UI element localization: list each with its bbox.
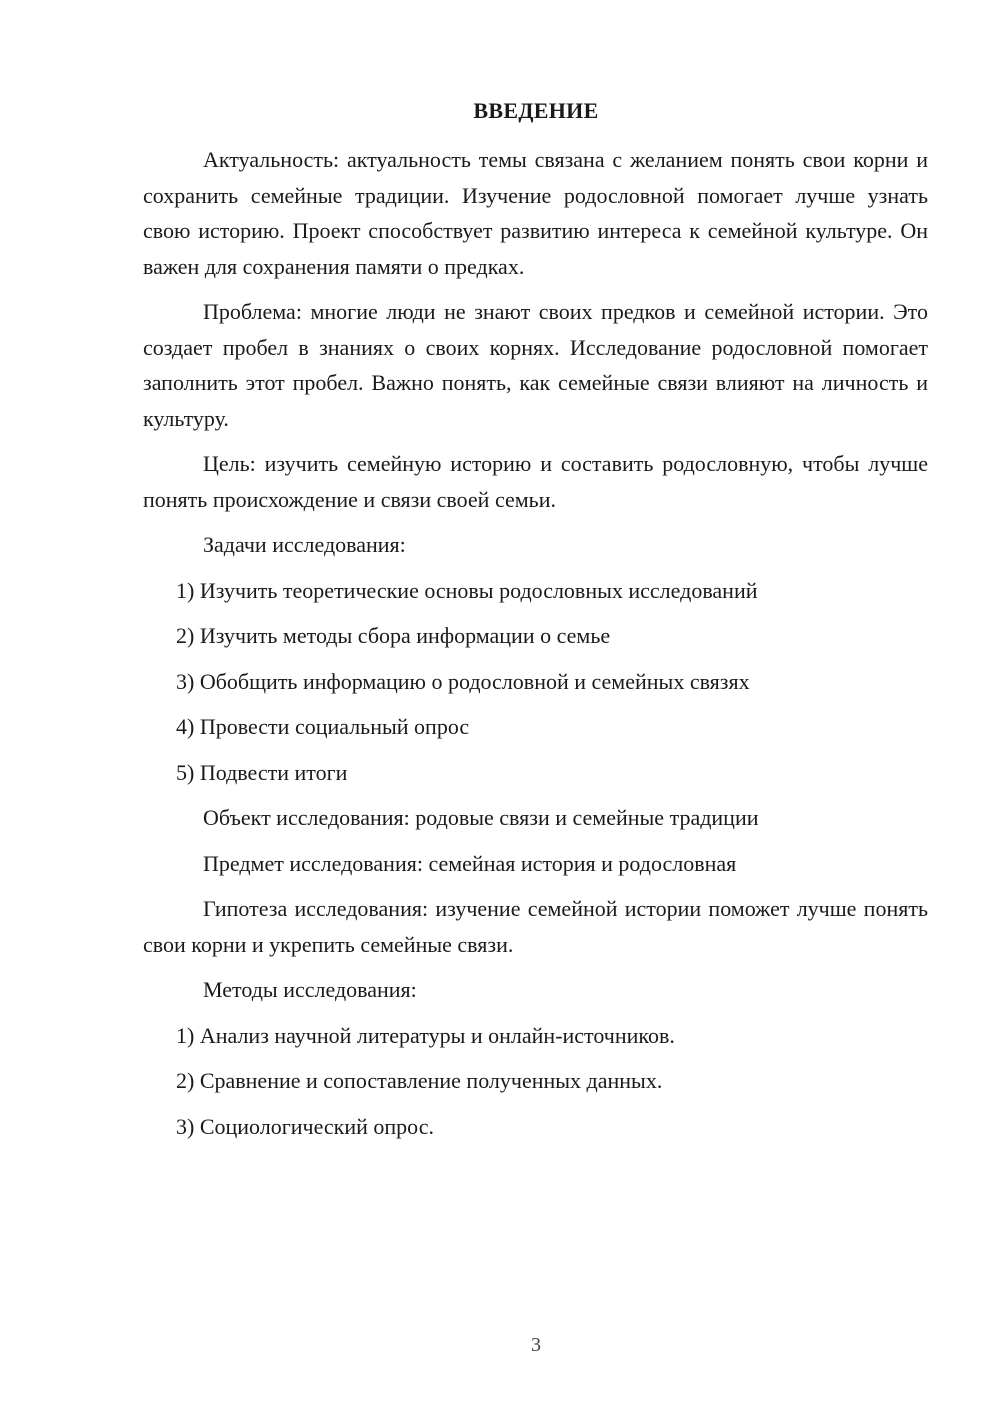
task-item: 2) Изучить методы сбора информации о семье — [176, 623, 611, 648]
task-item: 1) Изучить теоретические основы родословных исследований — [176, 577, 758, 603]
hypothesis-paragraph: Гипотеза исследования: изучение семейной истории поможет лучше понять свои корни и укрепить семейные связи. — [143, 896, 928, 957]
document-body — [143, 142, 928, 1154]
task-item: 4) Провести социальный опрос — [176, 714, 470, 739]
section-title: ВВЕДЕНИЕ — [473, 98, 599, 123]
research-object: Объект исследования: родовые связи и семейные традиции — [203, 805, 759, 830]
page-number: 3 — [531, 1334, 541, 1356]
relevance-paragraph: Актуальность: актуальность темы связана с желанием понять свои корни и сохранить семейные традиции. Изучение родословной помогает лучше узнать свою историю. Проект способствует развитию интереса к семейной культуре. Он важен для сохранения памяти о предках. — [143, 147, 928, 279]
method-item: 3) Социологический опрос. — [176, 1113, 434, 1139]
method-item: 2) Сравнение и сопоставление полученных данных. — [176, 1068, 663, 1093]
problem-paragraph: Проблема: многие люди не знают своих предков и семейной истории. Это создает пробел в знаниях о своих корнях. Исследование родословной помогает заполнить этот пробел. Важно понять, как семейные связи влияют на личность и культуру. — [143, 299, 928, 431]
task-item: 3) Обобщить информацию о родословной и семейных связях — [176, 668, 750, 694]
methods-list — [143, 1018, 928, 1145]
goal-paragraph: Цель: изучить семейную историю и составить родословную, чтобы лучше понять происхождение и связи своей семьи. — [143, 451, 928, 512]
tasks-heading: Задачи исследования: — [203, 532, 406, 557]
methods-heading: Методы исследования: — [203, 977, 417, 1002]
tasks-list — [143, 573, 928, 791]
research-subject: Предмет исследования: семейная история и родословная — [203, 850, 737, 876]
task-item: 5) Подвести итоги — [176, 759, 348, 785]
method-item: 1) Анализ научной литературы и онлайн-источников. — [176, 1022, 675, 1048]
